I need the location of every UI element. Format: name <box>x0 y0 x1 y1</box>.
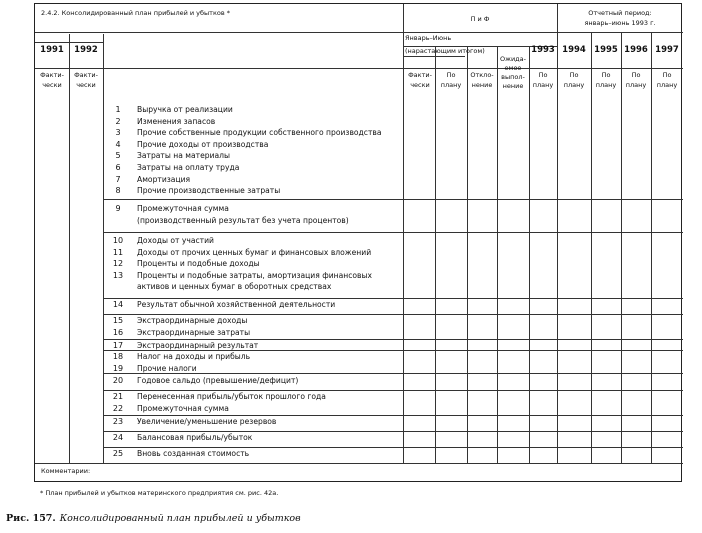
group-rule <box>103 390 683 391</box>
row-label: Промежуточная сумма <box>137 403 229 413</box>
year-1993: 1993 <box>531 45 555 55</box>
jan-june-label: Январь–Июнь <box>405 34 452 42</box>
row-number: 9 <box>115 203 121 213</box>
subheader-rule <box>403 56 465 57</box>
row-number: 12 <box>112 259 124 269</box>
plan-label: плану <box>656 81 678 89</box>
year-1997: 1997 <box>655 45 679 55</box>
row-label: Доходы от участий <box>137 236 214 245</box>
report-period-label: Отчетный период: <box>588 9 652 17</box>
figure-caption <box>6 513 301 524</box>
row-label: (производственный результат без учета процентов) <box>137 215 349 225</box>
caption-number: Рис. 157. <box>6 513 56 524</box>
group-rule <box>103 298 683 299</box>
row-number: 22 <box>112 403 124 413</box>
fact-label: чески <box>410 81 430 89</box>
column-rule <box>435 46 436 463</box>
row-number: 16 <box>112 327 124 337</box>
row-number: 10 <box>112 236 124 245</box>
group-rule <box>103 447 683 448</box>
group-rule <box>103 350 683 351</box>
row-number: 2 <box>115 116 121 126</box>
row-number: 5 <box>115 151 121 161</box>
row-number: 23 <box>112 417 124 427</box>
group-rule <box>103 415 683 416</box>
plan-label: плану <box>440 81 462 89</box>
plan-label: По <box>569 71 579 79</box>
row-number: 14 <box>112 300 124 310</box>
pnf-header: П и Ф <box>470 15 490 23</box>
fact-1991-label: чески <box>42 81 62 89</box>
plan-label: По <box>538 71 548 79</box>
deviation-label: нение <box>471 81 493 89</box>
fact-1992-label: чески <box>76 81 96 89</box>
row-label: Изменения запасов <box>137 116 216 126</box>
row-label: Перенесенная прибыль/убыток прошлого года <box>137 392 326 401</box>
row-label: Прочие доходы от производства <box>137 139 269 149</box>
expected-label: Ожида- <box>499 55 527 63</box>
row-label: активов и ценных бумаг в оборотных средствах <box>137 282 332 292</box>
row-label: Налог на доходы и прибыль <box>137 352 251 361</box>
row-label: Амортизация <box>137 174 191 184</box>
fact-1992-label: Факти- <box>74 71 98 79</box>
row-number: 18 <box>112 352 124 361</box>
plan-label: По <box>662 71 672 79</box>
row-number: 17 <box>112 341 124 350</box>
year-1996: 1996 <box>624 45 648 55</box>
column-rule <box>497 46 498 463</box>
row-number: 15 <box>112 316 124 325</box>
footnote: * План прибылей и убытков материнского предприятия см. рис. 42а. <box>40 489 279 497</box>
caption-title: Консолидированный план прибылей и убытков <box>59 513 301 524</box>
row-label: Годовое сальдо (превышение/дефицит) <box>137 375 299 385</box>
header-bottom-rule <box>35 68 683 69</box>
row-label: Вновь созданная стоимость <box>137 449 250 459</box>
row-label: Проценты и подобные доходы <box>137 259 260 269</box>
deviation-label: Откло- <box>470 71 494 79</box>
comments-rule <box>35 463 683 464</box>
group-rule <box>103 199 683 200</box>
row-number: 11 <box>112 247 124 257</box>
profit-loss-table <box>34 3 682 482</box>
row-label: Прочие производственные затраты <box>137 186 281 196</box>
year-1995: 1995 <box>594 45 618 55</box>
row-number: 1 <box>115 105 121 114</box>
row-number: 3 <box>115 128 121 138</box>
row-label: Затраты на материалы <box>137 151 231 161</box>
row-label: Увеличение/уменьшение резервов <box>137 417 277 427</box>
row-label: Результат обычной хозяйственной деятельности <box>137 300 336 310</box>
group-rule <box>103 232 683 233</box>
comments-label: Комментарии: <box>41 467 91 475</box>
plan-label: плану <box>625 81 647 89</box>
row-label: Балансовая прибыль/убыток <box>137 433 253 443</box>
row-label: Затраты на оплату труда <box>137 163 240 172</box>
column-rule <box>529 46 530 463</box>
column-rule <box>651 32 652 463</box>
plan-label: плану <box>563 81 585 89</box>
row-label: Доходы от прочих ценных бумаг и финансовых вложений <box>137 247 372 257</box>
expected-label: емое <box>504 64 522 72</box>
row-label: Выручка от реализации <box>137 105 233 114</box>
column-rule <box>621 32 622 463</box>
group-rule <box>103 339 683 340</box>
year-1994: 1994 <box>562 45 586 55</box>
row-number: 4 <box>115 139 121 149</box>
group-rule <box>103 431 683 432</box>
report-period-label: январь–июнь 1993 г. <box>584 19 656 27</box>
row-number: 25 <box>112 449 124 459</box>
column-rule <box>403 4 404 463</box>
column-rule <box>103 34 104 463</box>
row-number: 19 <box>112 363 124 373</box>
year-1992: 1992 <box>74 45 98 55</box>
row-label: Экстраординарный результат <box>137 341 259 350</box>
group-rule <box>103 373 683 374</box>
row-label: Проценты и подобные затраты, амортизация финансовых <box>137 270 373 280</box>
column-rule <box>467 46 468 463</box>
row-number: 8 <box>115 186 121 196</box>
header-rule <box>557 32 683 33</box>
row-number: 24 <box>112 433 124 443</box>
row-number: 20 <box>112 375 124 385</box>
column-rule <box>69 34 70 463</box>
row-label: Экстраординарные затраты <box>137 327 251 337</box>
plan-label: По <box>631 71 641 79</box>
fact-label: Факти- <box>408 71 432 79</box>
row-label: Экстраординарные доходы <box>137 316 248 325</box>
fact-1991-label: Факти- <box>40 71 64 79</box>
row-number: 13 <box>112 270 124 280</box>
table-title: 2.4.2. Консолидированный план прибылей и убытков * <box>41 9 231 17</box>
expected-label: выпол- <box>501 73 525 81</box>
plan-label: плану <box>532 81 554 89</box>
row-label: Промежуточная сумма <box>137 203 229 213</box>
year-1991: 1991 <box>40 45 64 55</box>
row-label: Прочие налоги <box>137 363 197 373</box>
row-number: 7 <box>115 174 121 184</box>
group-rule <box>103 314 683 315</box>
jan-june-label: (нарастающим итогом) <box>405 47 485 55</box>
column-rule <box>591 32 592 463</box>
row-label: Прочие собственные продукции собственного производства <box>137 128 382 138</box>
expected-label: нение <box>502 82 524 90</box>
plan-label: По <box>601 71 611 79</box>
plan-label: плану <box>595 81 617 89</box>
row-number: 6 <box>115 163 121 172</box>
row-number: 21 <box>112 392 124 401</box>
plan-label: По <box>446 71 456 79</box>
